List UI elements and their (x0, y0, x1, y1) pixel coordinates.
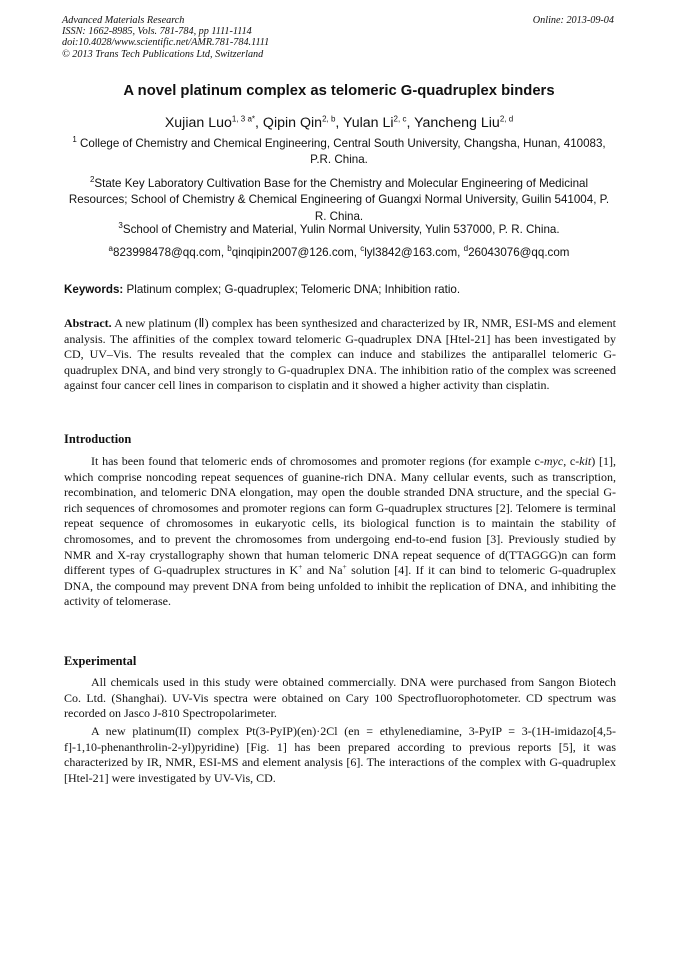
doi-line: doi:10.4028/www.scientific.net/AMR.781-784.1111 (62, 37, 270, 49)
email-list: $^a$823998478@qq.com, $^b$qinqipin2007@126.com, $^c$lyl3842@163.com, $^d$26043076@qq.com (108, 244, 570, 259)
affiliation-sup: 3 (118, 221, 123, 231)
intro-italic: myc (543, 454, 564, 468)
author-name: Yancheng Liu (414, 115, 500, 131)
abstract (64, 316, 616, 394)
author-sup: 2, d (499, 114, 514, 124)
intro-text: It has been found that telomeric ends of chromosomes and promoter regions (for example c- (91, 454, 544, 468)
abstract-label: Abstract. (64, 316, 112, 330)
online-date: Online: 2013-09-04 (532, 15, 614, 26)
intro-sup: + (342, 562, 347, 572)
intro-text: and Na (302, 563, 343, 578)
author-name: Qipin Qin (262, 115, 323, 131)
email-link[interactable]: 26043076@qq.com (468, 246, 570, 259)
intro-sup: + (298, 562, 303, 572)
author-sup: 2, c (393, 114, 407, 124)
keywords-label: Keywords: (64, 283, 124, 296)
author-list: Xujian Luo$^{1, 3 a*}$, Qipin Qin$^{2, b}$, Yulan Li$^{2, c}$, Yancheng Liu$^{2, d}$ (164, 114, 514, 131)
intro-text: ) [1], which comprise noncoding repeat sequences of guanine-rich DNA. Many cellular events, such as transcription, recombination, and telomeric DNA elongation, may open the double stranded DNA structure, and the special G-rich sequences of chromosomes and promoter regions can form G-quadruplex structures [2]. Telomere is terminal repeat sequence of chromosomes in eukaryotic cells, its biological function is to maintain the stability of chromosomes, and to prevent the chromosomes from undergoing end-to-end fusion [3]. Previously studied by NMR and X-ray crystallography shown that human telomeric DNA repeat sequence of d(TTAGGG)n can form different types of G-quadruplex structures in K (64, 454, 616, 578)
email-link[interactable]: lyl3842@163.com (364, 246, 458, 259)
intro-text: solution [4]. If it can bind to telomeric G-quadruplex DNA, the compound may prevent DNA from being unfolded to inhibit the replication of DNA, and inhibiting the activity of telomerase. (64, 563, 617, 609)
experimental-heading: Experimental (64, 654, 137, 668)
email-sup: a (108, 244, 113, 254)
introduction-heading: Introduction (64, 432, 132, 446)
email-link[interactable]: qinqipin2007@126.com (231, 246, 354, 259)
author-name: Xujian Luo (164, 115, 232, 131)
keywords (64, 282, 616, 298)
introduction-paragraph (64, 454, 616, 610)
intro-text: , c- (563, 454, 580, 468)
copyright-line: © 2013 Trans Tech Publications Ltd, Switzerland (62, 48, 264, 60)
affiliation-text: College of Chemistry and Chemical Engineering, Central South University, Changsha, Hunan, 410083, P.R. China. (80, 137, 606, 167)
paper-title: A novel platinum complex as telomeric G-quadruplex binders (123, 83, 555, 99)
affiliation-3 (62, 222, 616, 238)
journal-name: Advanced Materials Research (62, 15, 185, 26)
email-sup: c (360, 244, 365, 254)
email-sup: b (227, 244, 232, 254)
email-link[interactable]: 823998478@qq.com (113, 246, 221, 259)
author-sup: 1, 3 a* (231, 114, 256, 124)
affiliation-sup: 1 (72, 135, 77, 145)
intro-italic: kit (579, 454, 592, 468)
affiliation-text: State Key Laboratory Cultivation Base for the Chemistry and Molecular Engineering of Medicinal Resources; School of Chemistry & Chemical Engineering of Guangxi Normal University, Guilin 541004, P. R. China. (68, 177, 610, 223)
keywords-text: Platinum complex; G-quadruplex; Telomeric DNA; Inhibition ratio. (126, 283, 461, 296)
experimental-paragraph-1: All chemicals used in this study were obtained commercially. DNA were purchased from Sangon Biotech Co. Ltd. (Shanghai). UV-Vis spectra were obtained on Cary 100 Spectrofluorophotometer. CD spectrum was recorded on Jasco J-810 Spectropolarimeter. (64, 675, 616, 721)
issn-line: ISSN: 1662-8985, Vols. 781-784, pp 1111-1114 (62, 26, 252, 38)
author-name: Yulan Li (343, 115, 394, 131)
experimental-paragraph-2: A new platinum(II) complex Pt(3-PyIP)(en)·2Cl (en = ethylenediamine, 3-PyIP = 3-(1H-imidazo[4,5-f]-1,10-phenanthrolin-2-yl)pyridine) [Fig. 1] has been prepared according to previous reports [5], it was characterized by IR, NMR, ESI-MS and element analysis [6]. The interactions of the complex with G-quadruplex [Htel-21] were investigated by UV-Vis, CD. (64, 724, 616, 785)
affiliation-1 (62, 136, 616, 169)
affiliation-sup: 2 (89, 175, 95, 185)
author-sup: 2, b (322, 114, 336, 124)
affiliation-text: School of Chemistry and Material, Yulin Normal University, Yulin 537000, P. R. China. (122, 223, 560, 236)
email-sup: d (463, 244, 469, 254)
abstract-text: A new platinum (Ⅱ) complex has been synthesized and characterized by IR, NMR, ESI-MS and element analysis. The affinities of the complex toward telomeric G-quadruplex DNA [Htel-21] has been investigated by CD, UV–Vis. The results revealed that the complex can induce and stabilizes the antiparallel telomeric G-quadruplex DNA, and bind very strongly to G-quadruplex DNA. The inhibition ratio of the complex was screened against four cancer cell lines in comparison to cisplatin and it showed a higher activity than cisplatin. (64, 316, 616, 393)
affiliation-2 (62, 176, 616, 225)
journal-header (62, 15, 269, 60)
